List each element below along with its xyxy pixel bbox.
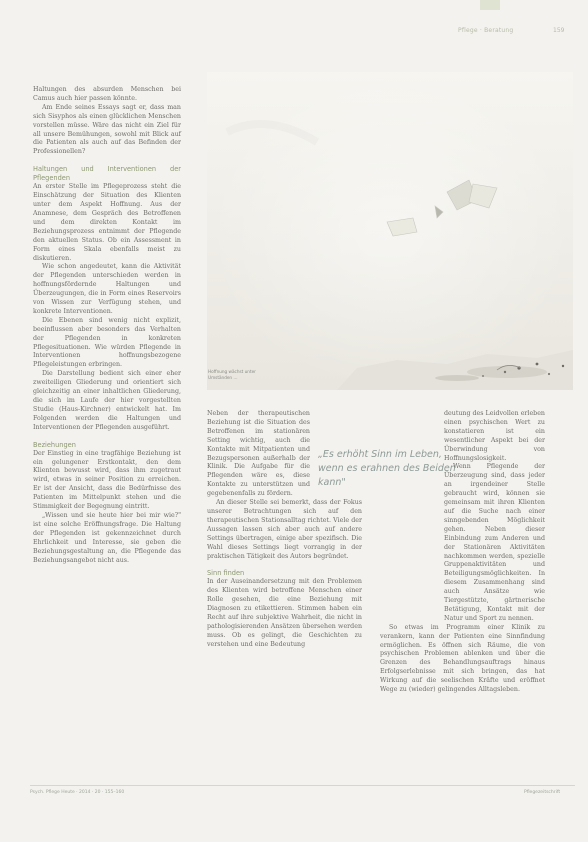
paragraph: Am Ende seines Essays sagt er, dass man sich Sisyphos als einen glücklichen Menschen vorstellen müsse. Wäre das nicht ein Ziel für all unsere Bemühungen, sowohl mit Blick auf die Patienten als auch auf das Befinden der Professionellen? [33, 103, 181, 156]
paragraph: Der Einstieg in eine tragfähige Beziehung ist ein gelungener Erstkontakt, den dem Klienten bewusst wird, dass ihm zugetraut wird, etwas in seiner Position zu erreichen. Er ist der Ansicht, dass die Bedürfnisse des Patienten im Mittelpunkt stehen und die Stimmigkeit der Begegnung eintritt. [33, 449, 181, 511]
paragraph: Die Darstellung bedient sich einer eher zweiteiligen Gliederung und orientiert sich gleichzeitig an einer inhaltlichen Gliederung, die sich im Laufe der hier vorgestellten Studie (Haus-Kirchner) entwickelt hat. Im Folgenden werden die Haltungen und Interventionen der Pflegenden ausgeführt. [33, 370, 181, 431]
paragraph: So etwas im Programm einer Klinik zu verankern, kann der Patienten eine Sinnfindung ermöglichen. Es öffnen sich Räume, die von psychischen Problemen ablenken und über die Grenzen des Behandlungsauftrags hinaus Erfolgserlebnisse mit sich bringen, das hat Wirkung auf die seelischen Kräfte und eröffnet Wege zu (wieder) gelingendes Alltagsleben. [380, 623, 545, 694]
left-column [33, 86, 181, 565]
hero-photo [207, 72, 573, 390]
paragraph: Haltungen des absurden Menschen bei Camus auch hier passen könnte. [33, 86, 181, 102]
paragraph: In der Auseinandersetzung mit den Problemen des Klienten wird betroffene Menschen einer Rolle gesehen, die eine Beziehung mit Diagnosen zu etikettieren. Stimmen haben ein Recht auf ihre subjektive Wahrheit, die nicht in pathologisierenden Ansätzen übersehen werden muss. Ob es gelingt, die Geschichten zu verstehen und eine Bedeutung [207, 578, 362, 648]
header-tab [480, 0, 500, 10]
paragraph: „Wissen und sie heute hier bei mir wie?" ist eine solche Eröffnungsfrage. Die Haltung der Pflegenden ist gekennzeichnet durch Ehrlichkeit und Interesse, sie geben die Beziehungsgestaltung an, die Pflegende das Beziehungsangebot nicht aus. [33, 511, 181, 564]
paragraph: An dieser Stelle sei bemerkt, dass der Fokus unserer Betrachtungen sich auf den therapeutischen Stationsalltag richtet. Viele der Aussagen lassen sich aber auch auf andere Settings übertragen, einige aber spezifisch. Die Wahl dieses Settings liegt vorrangig in der praktischen Tätigkeit des Autors begründet. [207, 499, 362, 560]
pull-quote: „Es erhöht Sinn im Leben, wenn es erahnen des Beiden kann" [318, 449, 456, 488]
middle-column [207, 410, 362, 650]
running-title: Pflege · Beratung [458, 27, 514, 34]
footer-left: Psych. Pflege Heute · 2014 · 20 · 155–160 [30, 790, 125, 795]
section-heading: Sinn finden [207, 569, 245, 578]
right-column [380, 410, 545, 695]
photo-caption: Hoffnung wächst unter Umständen … [208, 369, 256, 381]
paragraph: Die Ebenen sind wenig nicht explizit, beeinflussen aber besonders das Verhalten der Pflegenden in konkreten Pflegesituationen. Wie würden Pflegende in Interventionen hoffnungsbezogene Pflegeleistungen erbringen. [33, 316, 181, 369]
page-number: 159 [553, 27, 565, 34]
paragraph: An erster Stelle im Pflegeprozess steht die Einschätzung der Situation des Klienten unter dem Aspekt Hoffnung. Aus der Anamnese, dem Gespräch des Betroffenen und dem direkten Kontakt im Beziehungsprozess entnimmt der Pflegende den aktuellen Status. Ob ein Assessment in Form eines Skala ebenfalls meist zu diskutieren. [33, 183, 181, 262]
paragraph: Wenn Pflegende der Überzeugung sind, dass jeder an irgendeiner Stelle gebraucht wird, können sie gemeinsam mit ihren Klienten auf die Suche nach einer sinngebenden Möglichkeit gehen. Neben dieser Einbindung zum Anderen und der Stationären Aktivitäten nachkommen werden, spezielle Gruppenaktivitäten und Beteiligungsmöglichkeiten. In diesem Zusammenhang sind auch Ansätze wie Tiergestützte, gärtnerische Betätigung, Kontakt mit der Natur und Sport zu nennen. [444, 463, 545, 622]
paragraph: deutung des Leidvollen erleben einen psychischen Wert zu konstatieren ist ein wesentlicher Aspekt bei der Überwindung von Hoffnungslosigkeit. [444, 410, 545, 462]
section-heading: Haltungen und Interventionen der Pflegenden [33, 165, 181, 183]
paragraph: Neben der therapeutischen Beziehung ist die Situation des Betroffenen im stationären Setting wichtig, auch die Kontakte mit Mitpatienten und Bezugspersonen außerhalb der Klinik. Die Aufgabe für die Pflegenden wäre es, diese Kontakte zu unterstützen und gegebenenfalls zu fördern. [207, 410, 310, 498]
footer-right: Pflegezeitschrift [524, 790, 561, 795]
footer-rule [30, 785, 575, 786]
paragraph: Wie schon angedeutet, kann die Aktivität der Pflegenden unterschieden werden in hoffnungsfördernde Haltungen und Überzeugungen, die in Form eines Reservoirs von Wissen zur Verfügung stehen, und konkrete Interventionen. [33, 263, 181, 315]
photo-illustration [207, 72, 573, 390]
section-heading: Beziehungen [33, 440, 76, 449]
